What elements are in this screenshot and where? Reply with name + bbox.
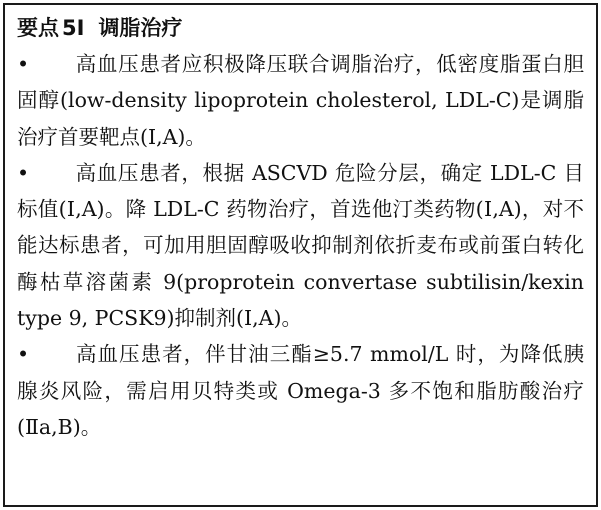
recommendation-paragraph-2: [17, 155, 584, 336]
heading-number: 5I: [62, 16, 85, 40]
heading-title: 调脂治疗: [98, 16, 183, 40]
paragraph-text: 高血压患者，根据 ASCVD 危险分层，确定 LDL-C 目标值(Ⅰ,A)。降 LDL-C 药物治疗，首选他汀类药物(Ⅰ,A)，对不能达标患者，可加用胆固醇吸收抑制剂依折麦布或前蛋白转化酶枯草溶菌素 9(proprotein convertase subtilisin/kexin type 9, PCSK9)抑制剂(Ⅰ,A)。: [17, 160, 584, 331]
heading-label: 要点: [17, 16, 59, 40]
key-point-box: [3, 3, 598, 507]
bullet-icon: •: [17, 160, 30, 185]
paragraph-text: 高血压患者，伴甘油三酯≥5.7 mmol/L 时，为降低胰腺炎风险，需启用贝特类或 Omega-3 多不饱和脂肪酸治疗(Ⅱa,B)。: [17, 342, 584, 439]
recommendation-paragraph-3: [17, 336, 584, 445]
recommendation-paragraph-1: [17, 46, 584, 155]
paragraph-text: 高血压患者应积极降压联合调脂治疗，低密度脂蛋白胆固醇(low-density lipoprotein cholesterol, LDL-C)是调脂治疗首要靶点(Ⅰ,A)。: [17, 52, 584, 149]
key-point-heading: [17, 10, 584, 46]
bullet-icon: •: [17, 52, 30, 76]
bullet-icon: •: [17, 342, 30, 367]
